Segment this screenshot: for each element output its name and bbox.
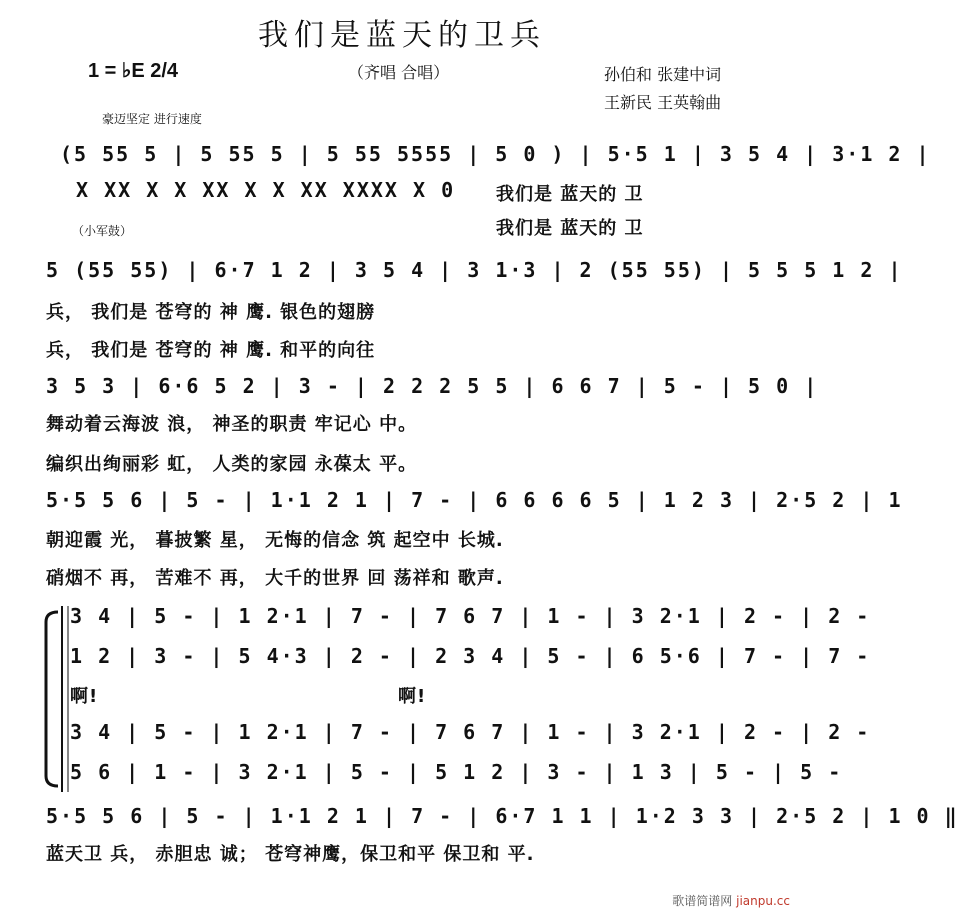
- watermark: [672, 892, 790, 909]
- watermark-domain: jianpu.cc: [736, 894, 790, 908]
- line-6-lyric: 蓝天卫 兵， 赤胆忠 诚； 苍穹神鹰，保卫和平 保卫和 平.: [46, 844, 535, 865]
- line-4-notes: 5·5 5 6 | 5 - | 1·1 2 1 | 7 - | 6 6 6 6 5 | 1 2 3 | 2·5 2 | 1: [46, 488, 903, 512]
- line-1-lyric-verse2: 我们是 蓝天的 卫: [496, 218, 644, 239]
- line-1-lyric-verse1: 我们是 蓝天的 卫: [496, 184, 644, 205]
- line-2-lyric-verse1: 兵， 我们是 苍穹的 神 鹰. 银色的翅膀: [46, 302, 376, 323]
- line-1-notes: (5 55 5 | 5 55 5 | 5 55 5555 | 5 0 ) | 5·5 1 | 3 5 4 | 3·1 2 |: [60, 142, 931, 166]
- line-6-notes: 5·5 5 6 | 5 - | 1·1 2 1 | 7 - | 6·7 1 1 | 1·2 3 3 | 2·5 2 | 1 0 ‖: [46, 804, 959, 828]
- part-2-bass: 5 6 | 1 - | 3 2·1 | 5 - | 5 1 2 | 3 - | 1 3 | 5 - | 5 -: [70, 760, 843, 784]
- part-1-soprano: 3 4 | 5 - | 1 2·1 | 7 - | 7 6 7 | 1 - | 3 2·1 | 2 - | 2 -: [70, 604, 871, 628]
- lyricist-credit: 孙伯和 张建中词: [604, 65, 722, 84]
- composer-credit: 王新民 王英翰曲: [604, 93, 722, 112]
- line-1-drum-pattern: X XX X X XX X X XX XXXX X 0: [76, 178, 456, 202]
- line-3-notes: 3 5 3 | 6·6 5 2 | 3 - | 2 2 2 5 5 | 6 6 7 | 5 - | 5 0 |: [46, 374, 819, 398]
- line-3-lyric-verse2: 编织出绚丽彩 虹， 人类的家园 永葆太 平。: [46, 454, 418, 475]
- part-1-ah-right: 啊!: [398, 686, 427, 707]
- song-title: 我们是蓝天的卫兵: [258, 18, 546, 53]
- tempo-marking: 豪迈坚定 进行速度: [102, 112, 202, 126]
- line-2-notes: 5 (55 55) | 6·7 1 2 | 3 5 4 | 3 1·3 | 2 (55 55) | 5 5 5 1 2 |: [46, 258, 903, 282]
- line-4-lyric-verse1: 朝迎霞 光， 暮披繁 星， 无悔的信念 筑 起空中 长城.: [46, 530, 504, 551]
- line-2-lyric-verse2: 兵， 我们是 苍穹的 神 鹰. 和平的向往: [46, 340, 376, 361]
- snare-drum-label: （小军鼓）: [72, 224, 133, 238]
- line-3-lyric-verse1: 舞动着云海波 浪， 神圣的职责 牢记心 中。: [46, 414, 418, 435]
- part-2-tenor: 3 4 | 5 - | 1 2·1 | 7 - | 7 6 7 | 1 - | 3 2·1 | 2 - | 2 -: [70, 720, 871, 744]
- part-1-ah-left: 啊!: [70, 686, 99, 707]
- part-1-alto: 1 2 | 3 - | 5 4·3 | 2 - | 2 3 4 | 5 - | 6 5·6 | 7 - | 7 -: [70, 644, 871, 668]
- performance-mode: （齐唱 合唱）: [348, 63, 450, 82]
- watermark-site: 歌谱简谱网: [672, 894, 733, 908]
- key-signature: 1 = ♭E 2/4: [88, 60, 179, 82]
- line-4-lyric-verse2: 硝烟不 再， 苦难不 再， 大千的世界 回 荡祥和 歌声.: [46, 568, 504, 589]
